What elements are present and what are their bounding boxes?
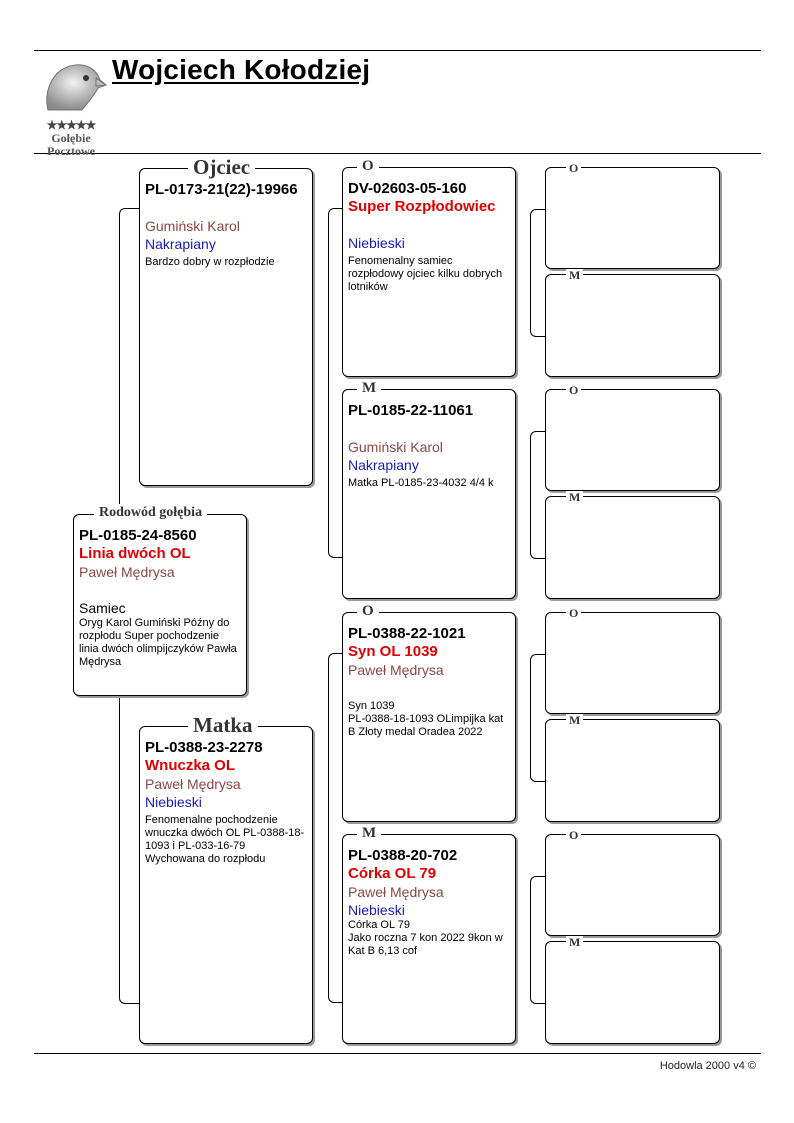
subject-owner: Paweł Mędrysa — [79, 564, 175, 580]
connector-mm — [530, 876, 546, 1004]
page-title: Wojciech Kołodziej — [112, 54, 371, 85]
mm-notes: Córka OL 79 Jako roczna 7 kon 2022 9kon w Kat B 6,13 cof — [348, 919, 503, 957]
gg-mmf-card[interactable] — [545, 828, 720, 936]
mf-notes: Syn 1039 PL-0388-18-1093 OLimpijka kat B Złoty medal Oradea 2022 — [348, 700, 504, 738]
mother-ring: PL-0388-23-2278 — [145, 739, 263, 756]
gg-fmf-label: O — [566, 384, 581, 396]
pigeon-head-icon — [34, 58, 110, 118]
spacer — [348, 679, 509, 697]
gg-mff-label: O — [566, 607, 581, 619]
subject-ring: PL-0185-24-8560 — [79, 527, 197, 544]
mf-card[interactable] — [342, 603, 516, 822]
gg-mmm-label: M — [566, 936, 583, 948]
ff-color: Niebieski — [348, 235, 405, 251]
gg-fmm-label: M — [566, 491, 583, 503]
gg-mmf-label: O — [566, 829, 581, 841]
mm-label: M — [357, 824, 381, 842]
subject-card[interactable] — [73, 505, 247, 696]
fm-color: Nakrapiany — [348, 457, 419, 473]
mm-name: Córka OL 79 — [348, 865, 437, 882]
mother-label: Matka — [188, 714, 258, 736]
mm-owner: Paweł Mędrysa — [348, 884, 444, 900]
mother-notes: Fenomenalne pochodzenie wnuczka dwóch OL PL-0388-18-1093 i PL-033-16-79 Wychowana do rozpłodu — [145, 814, 305, 865]
fm-owner: Gumiński Karol — [348, 439, 443, 455]
spacer — [348, 216, 509, 234]
fm-card[interactable] — [342, 380, 516, 599]
mf-owner: Paweł Mędrysa — [348, 662, 444, 678]
logo-line2: Pocztowe — [47, 144, 95, 158]
subject-sex: Samiec — [79, 600, 126, 616]
mm-card[interactable] — [342, 825, 516, 1044]
top-rule — [34, 50, 761, 51]
gg-mff-card[interactable] — [545, 606, 720, 714]
gg-mmm-card[interactable] — [545, 935, 720, 1044]
father-notes: Bardzo dobry w rozpłodzie — [145, 256, 275, 268]
mm-color: Niebieski — [348, 902, 405, 918]
father-owner: Gumiński Karol — [145, 218, 240, 234]
subject-name: Linia dwóch OL — [79, 545, 191, 562]
ff-label: O — [357, 157, 379, 175]
mf-ring: PL-0388-22-1021 — [348, 625, 466, 642]
gg-ffm-card[interactable] — [545, 268, 720, 377]
connector-father — [328, 208, 343, 558]
ff-notes: Fenomenalny samiec rozpłodowy ojciec kilku dobrych lotników — [348, 255, 503, 293]
gg-fff-label: O — [566, 162, 581, 174]
ff-name: Super Rozpłodowiec — [348, 198, 496, 215]
mother-name: Wnuczka OL — [145, 757, 236, 774]
gg-mfm-label: M — [566, 714, 583, 726]
father-card[interactable] — [139, 155, 313, 486]
mother-color: Niebieski — [145, 794, 202, 810]
father-label: Ojciec — [188, 156, 255, 178]
ff-ring: DV-02603-05-160 — [348, 180, 467, 197]
gg-fmf-card[interactable] — [545, 383, 720, 491]
header-rule — [34, 153, 761, 154]
gg-fmm-card[interactable] — [545, 490, 720, 599]
connector-ff — [530, 209, 546, 337]
ff-card[interactable] — [342, 158, 516, 377]
subject-label: Rodowód gołębia — [94, 504, 207, 522]
logo-stars: ★★★★★ — [46, 118, 96, 132]
logo-line1: Gołębie — [51, 131, 91, 145]
connector-fm — [530, 431, 546, 559]
fm-label: M — [357, 379, 381, 397]
gg-fff-card[interactable] — [545, 161, 720, 269]
father-color: Nakrapiany — [145, 236, 216, 252]
logo-text — [34, 119, 108, 158]
footer-credit: Hodowla 2000 v4 © — [659, 1060, 756, 1072]
mother-card[interactable] — [139, 713, 313, 1044]
mf-name: Syn OL 1039 — [348, 643, 438, 660]
gg-mfm-card[interactable] — [545, 713, 720, 822]
spacer — [145, 199, 306, 217]
footer-rule — [34, 1053, 761, 1054]
father-ring: PL-0173-21(22)-19966 — [145, 181, 298, 198]
fm-ring: PL-0185-22-11061 — [348, 402, 474, 419]
spacer — [79, 581, 240, 599]
mm-ring: PL-0388-20-702 — [348, 847, 458, 864]
mf-label: O — [357, 602, 379, 620]
subject-notes: Oryg Karol Gumiński Późny do rozpłodu Super pochodzenie linia dwóch olimpijczyków Pawła Mędrysa — [79, 617, 237, 668]
connector-mf — [530, 654, 546, 782]
connector-mother — [328, 653, 343, 1003]
fm-notes: Matka PL-0185-23-4032 4/4 k — [348, 477, 494, 489]
gg-ffm-label: M — [566, 269, 583, 281]
mother-owner: Paweł Mędrysa — [145, 776, 241, 792]
spacer — [348, 420, 509, 438]
